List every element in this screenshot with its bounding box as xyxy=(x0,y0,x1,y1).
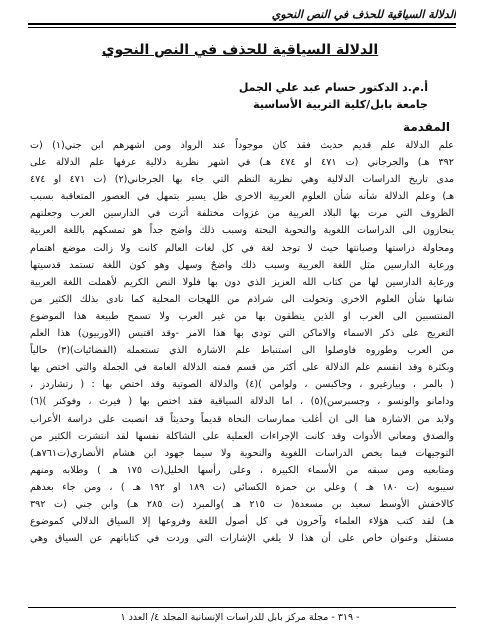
body-line: والصدق ومعاني الأدوات وقد كانت الإجراءات العملية على الشاكلة نفسها لقد انتشرت الكثير من xyxy=(30,430,454,442)
body-line: هـ) لقد كتب هؤلاء العلماء وآخرون في كل أصول اللغة وفروعها إلا السياق الدلالي كموضوع xyxy=(30,516,454,528)
author-name: أ.م.د الدكتور حسام عبد علي الجمل xyxy=(238,81,428,94)
body-line: شانها شأن العلوم الاخرى وتحولت الى شراذم من اللهجات المحلية كما نادى بذلك الكثير من xyxy=(30,293,454,305)
body-line: مدى تاريخ الدراسات الدلالية وهي نظرية النظم التي جاء بها الجرجاني(٢) (ت ٤٧١ او ٤٧٤ xyxy=(30,174,454,186)
section-heading: المقدمة xyxy=(403,120,450,134)
body-line: مستقل وعنوان خاص على أن هذا لا يلغي الإشارات التي وردت في كتاباتهم عن السياق وهي xyxy=(30,533,454,545)
body-line: كالاخفش الأوسط سعيد بن مسعدة( ت ٢١٥ هـ )والمبرد (ت ٢٨٥ هـ) وابن جني (ت ٣٩٢ xyxy=(30,498,454,510)
page-footer: - ٣١٩ - مجلة مركز بابل للدراسات الإنسانية المجلد ٤/ العدد ١ xyxy=(120,612,360,623)
body-line: ومتابعيه ومن سبقه من الأسماء الكبيرة ، وعلى رأسها الخليل(ت ١٧٥ هـ ) وطلابه ومنهم xyxy=(30,464,454,476)
body-line: ورعاية الدارسين مثل اللغة العربية وسبب ذلك واضحٌ وسهل وهو كون اللغة تستمد قدسيتها xyxy=(30,259,454,271)
body-line: ودامانو والونسو ، وجسبرسن)(٥) ، اما الدلالة السياقية فقد اختص بها ( فيرث ، وفوكنر )(٦) xyxy=(30,396,454,408)
running-header: الدلالة السياقية للحذف في النص النحوي xyxy=(271,8,456,21)
body-line: التعريج على ذكر الاسماء والاماكن التي تودي بها هذا الامر -وقد اقتبس (الاوربيون) هذا العلم xyxy=(30,328,454,340)
header-rule-thick xyxy=(28,23,456,25)
footer-rule xyxy=(28,607,456,608)
body-line: التوجيهات فيما يخص الدراسات اللغوية والنحوية ولا سيما جهود ابن هشام الأنصاري(ت٧٦١هـ) xyxy=(30,447,454,459)
body-line: ولابد من الاشارة هنا الى ان أغلب ممارسات النحاة قديماً وحديثاً قد انصبت على دراسة الأعراب xyxy=(30,413,454,425)
body-line: علم الدلالة علم قديم حديث فقد كان موجوداً عند الرواد ومن اشهرهم ابن جني(١) (ت xyxy=(30,140,454,151)
body-line: ورعاية الدارسين لها من كتاب الله العزيز الذي دون بها فلولا النص الكريم لأهملت اللغة العربية xyxy=(30,276,454,288)
body-line: ٣٩٢ هـ) والجرجاني (ت ٤٧١ او ٤٧٤ هـ) في اشهر نظرية دلالية عرفها علم الدلالة على xyxy=(30,157,454,169)
header-rule-thin xyxy=(28,27,456,28)
author-affiliation: جامعة بابل/كلية التربية الأساسية xyxy=(253,98,428,111)
body-line: ينحازون الى الدراسات اللغوية والنحوية البحتة وسبب ذلك واضح جداً هو تمسكهم باللغة العربية xyxy=(30,225,454,237)
body-line: من العرب وطوروه فاوصلوا الى استنباط علم الاشارة الذي تستعمله (الفضائيات)(٣) حالياً xyxy=(30,345,454,357)
body-text xyxy=(30,137,454,547)
body-line: ومحاولة دراستها وصيانتها حيث لا توجد لغة في كل لغات العالم كانت ولا زالت موضع اهتمام xyxy=(30,242,454,254)
article-title: الدلالة السياقية للحذف في النص النحوي xyxy=(101,42,379,58)
body-line: المنتسبين الى العرب او الذين ينطقون بها من غير العرب ولا تسمح طبيعة هذا الموضوع xyxy=(30,310,454,322)
body-line: ( بالمر ، وبيارغيرو ، وجاكبسن ، ولوامن )(٤) والدلالة الصوتية وقد اختص بها : ( رتشاردز ، xyxy=(30,379,454,391)
body-line: وبكثرة وقد انقسم علم الدلالة على أكثر من قسم فمنه الدلالة العامة في الجملة والتي اختص بها xyxy=(30,362,454,374)
body-line: سيبويه (ت ١٨٠ هـ ) وعلي بن حمزة الكسائي (ت ١٨٩ او ١٩٢ هـ ) ، ومن جاء بعدهم xyxy=(30,481,454,493)
body-line: الظروف التي مرت بها البلاد العربية من غزوات مختلفة أثرت في الدارسين العرب وجعلتهم xyxy=(30,208,454,220)
body-line: هـ) وعلم الدلالة شأنه شأن العلوم العربية الاخرى ظل يسير بتمهل في العصور المتعاقبة بسبب xyxy=(30,191,454,203)
